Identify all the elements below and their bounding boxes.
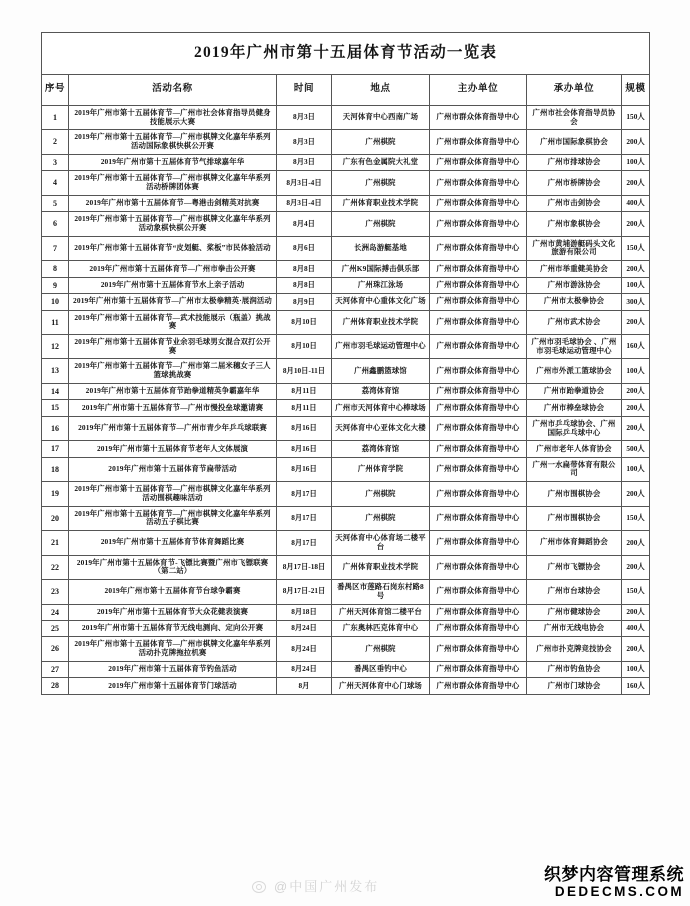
cell-host-unit: 广州市群众体育指导中心: [430, 359, 527, 383]
cell-host-unit: 广州市群众体育指导中心: [430, 335, 527, 359]
cell-host-unit: 广州市群众体育指导中心: [430, 106, 527, 130]
cell-organizer-unit: 广州市黄埔游艇码头文化旅游有限公司: [527, 236, 622, 260]
cell-time: 8月17日-21日: [277, 580, 332, 604]
cell-host-unit: 广州市群众体育指导中心: [430, 555, 527, 579]
cell-host-unit: 广州市群众体育指导中心: [430, 130, 527, 154]
cell-place: 广州棋院: [332, 212, 430, 236]
cell-activity-name: 2019年广州市第十五届体育节—粤港击剑精英对抗赛: [69, 195, 277, 211]
cell-activity-name: 2019年广州市第十五届体育节业余羽毛球男女混合双打公开赛: [69, 335, 277, 359]
cell-place: 长洲岛游艇基地: [332, 236, 430, 260]
cell-index: 3: [42, 154, 69, 170]
cell-activity-name: 2019年广州市第十五届体育节水上亲子活动: [69, 277, 277, 293]
cell-index: 18: [42, 457, 69, 481]
cell-organizer-unit: 广州市扑克牌竞技协会: [527, 637, 622, 661]
cell-time: 8月10日: [277, 310, 332, 334]
cell-organizer-unit: 广州市击剑协会: [527, 195, 622, 211]
cell-index: 1: [42, 106, 69, 130]
column-header-scale: 规模: [622, 75, 650, 106]
cell-organizer-unit: 广州市围棋协会: [527, 506, 622, 530]
table-row: [42, 416, 650, 440]
cell-scale: 200人: [622, 130, 650, 154]
table-row: [42, 441, 650, 457]
cell-time: 8月16日: [277, 457, 332, 481]
cell-time: 8月17日: [277, 506, 332, 530]
cell-index: 15: [42, 400, 69, 416]
table-row: [42, 212, 650, 236]
cell-time: 8月4日: [277, 212, 332, 236]
cell-place: 广州棋院: [332, 130, 430, 154]
cell-activity-name: 2019年广州市第十五届体育节—广州市棋牌文化嘉年华系列活动围棋趣味活动: [69, 482, 277, 506]
cell-place: 天河体育中心重体文化广场: [332, 294, 430, 310]
cell-organizer-unit: 广州一水扁带体育有限公司: [527, 457, 622, 481]
cell-place: 广州棋院: [332, 171, 430, 195]
table-row: [42, 506, 650, 530]
cell-host-unit: 广州市群众体育指导中心: [430, 637, 527, 661]
cell-place: 广东有色金属院大礼堂: [332, 154, 430, 170]
cell-place: 荔湾体育馆: [332, 441, 430, 457]
cell-activity-name: 2019年广州市第十五届体育节大众花健表演赛: [69, 604, 277, 620]
cell-organizer-unit: 广州市桥牌协会: [527, 171, 622, 195]
cell-scale: 100人: [622, 359, 650, 383]
cell-scale: 200人: [622, 400, 650, 416]
cell-index: 11: [42, 310, 69, 334]
cell-place: 广州棋院: [332, 506, 430, 530]
cell-host-unit: 广州市群众体育指导中心: [430, 441, 527, 457]
cell-index: 23: [42, 580, 69, 604]
cell-place: 广州鑫鹏篮球馆: [332, 359, 430, 383]
cell-scale: 200人: [622, 212, 650, 236]
cell-activity-name: 2019年广州市第十五届体育节-飞镖比赛暨广州市飞镖联赛（第二站）: [69, 555, 277, 579]
cell-index: 26: [42, 637, 69, 661]
table-row: [42, 359, 650, 383]
cell-organizer-unit: 广州市围棋协会: [527, 482, 622, 506]
cell-time: 8月3日: [277, 106, 332, 130]
cell-organizer-unit: 广州市国际象棋协会: [527, 130, 622, 154]
cell-activity-name: 2019年广州市第十五届体育节—广州市棋牌文化嘉年华系列活动国际象棋快棋公开赛: [69, 130, 277, 154]
cell-activity-name: 2019年广州市第十五届体育节扁带活动: [69, 457, 277, 481]
cell-organizer-unit: 广州市太极拳协会: [527, 294, 622, 310]
cell-place: 广州棋院: [332, 482, 430, 506]
cell-host-unit: 广州市群众体育指导中心: [430, 400, 527, 416]
cell-time: 8月6日: [277, 236, 332, 260]
cell-index: 7: [42, 236, 69, 260]
cell-activity-name: 2019年广州市第十五届体育节—武术技能展示（瓶盖）挑战赛: [69, 310, 277, 334]
cell-scale: 100人: [622, 457, 650, 481]
cell-place: 广州天河体育中心门球场: [332, 678, 430, 694]
cell-scale: 100人: [622, 277, 650, 293]
cell-index: 12: [42, 335, 69, 359]
cell-index: 25: [42, 620, 69, 636]
cell-activity-name: 2019年广州市第十五届体育节—广州市棋牌文化嘉年华系列活动扑克牌拖拉机赛: [69, 637, 277, 661]
table-header-row: [42, 75, 650, 106]
cell-scale: 160人: [622, 335, 650, 359]
cell-host-unit: 广州市群众体育指导中心: [430, 236, 527, 260]
cell-index: 10: [42, 294, 69, 310]
table-row: [42, 620, 650, 636]
cell-scale: 150人: [622, 106, 650, 130]
cell-scale: 400人: [622, 195, 650, 211]
cell-activity-name: 2019年广州市第十五届体育节钓鱼活动: [69, 661, 277, 677]
cell-host-unit: 广州市群众体育指导中心: [430, 620, 527, 636]
cell-time: 8月16日: [277, 441, 332, 457]
cell-time: 8月10日: [277, 335, 332, 359]
cell-activity-name: 2019年广州市第十五届体育节无线电测向、定向公开赛: [69, 620, 277, 636]
cell-activity-name: 2019年广州市第十五届体育节—广州市拳击公开赛: [69, 261, 277, 277]
cell-time: 8月11日: [277, 400, 332, 416]
cell-place: 广州K9国际搏击俱乐部: [332, 261, 430, 277]
cell-activity-name: 2019年广州市第十五届体育节—广州市太极拳精英·展润活动: [69, 294, 277, 310]
cell-time: 8月24日: [277, 661, 332, 677]
table-row: [42, 310, 650, 334]
cell-time: 8月11日: [277, 383, 332, 399]
weibo-logo-icon: [252, 879, 269, 893]
cell-host-unit: 广州市群众体育指导中心: [430, 580, 527, 604]
cell-activity-name: 2019年广州市第十五届体育节—广州市第二届米穗女子三人篮球挑战赛: [69, 359, 277, 383]
table-row: [42, 195, 650, 211]
cell-index: 24: [42, 604, 69, 620]
cell-time: 8月8日: [277, 261, 332, 277]
cell-activity-name: 2019年广州市第十五届体育节—广州市棋牌文化嘉年华系列活动桥牌团体赛: [69, 171, 277, 195]
table-row: [42, 531, 650, 555]
cell-place: 番禺区垂钓中心: [332, 661, 430, 677]
cell-host-unit: 广州市群众体育指导中心: [430, 171, 527, 195]
dedecms-cn-label: 织梦内容管理系统: [544, 864, 684, 884]
cell-scale: 200人: [622, 383, 650, 399]
cell-scale: 200人: [622, 555, 650, 579]
cell-activity-name: 2019年广州市第十五届体育节—广州市青少年乒乓球联赛: [69, 416, 277, 440]
cell-organizer-unit: 广州市跆拳道协会: [527, 383, 622, 399]
cell-place: 番禺区市莲路石岗东村路8号: [332, 580, 430, 604]
table-row: [42, 482, 650, 506]
cell-host-unit: 广州市群众体育指导中心: [430, 661, 527, 677]
cell-index: 20: [42, 506, 69, 530]
cell-organizer-unit: 广州市举重健美协会: [527, 261, 622, 277]
cell-host-unit: 广州市群众体育指导中心: [430, 482, 527, 506]
table-row: [42, 261, 650, 277]
cell-activity-name: 2019年广州市第十五届体育节老年人文体展演: [69, 441, 277, 457]
cell-index: 6: [42, 212, 69, 236]
table-row: [42, 383, 650, 399]
cell-activity-name: 2019年广州市第十五届体育节台球争霸赛: [69, 580, 277, 604]
table-body: [42, 33, 650, 695]
cell-scale: 400人: [622, 620, 650, 636]
cell-scale: 160人: [622, 678, 650, 694]
dedecms-en-label: DEDECMS.COM: [554, 884, 684, 900]
cell-time: 8月10日-11日: [277, 359, 332, 383]
cell-organizer-unit: 广州市老年人体育协会: [527, 441, 622, 457]
table-row: [42, 637, 650, 661]
cell-scale: 200人: [622, 171, 650, 195]
cell-activity-name: 2019年广州市第十五届体育节—广州市社会体育指导员健身技能展示大赛: [69, 106, 277, 130]
cell-place: 广州棋院: [332, 637, 430, 661]
cell-host-unit: 广州市群众体育指导中心: [430, 261, 527, 277]
cell-index: 2: [42, 130, 69, 154]
cell-organizer-unit: 广州市飞镖协会: [527, 555, 622, 579]
dedecms-watermark: [544, 866, 684, 900]
cell-activity-name: 2019年广州市第十五届体育节气排球嘉年华: [69, 154, 277, 170]
cell-organizer-unit: 广州市健球协会: [527, 604, 622, 620]
cell-time: 8月18日: [277, 604, 332, 620]
cell-index: 22: [42, 555, 69, 579]
cell-time: 8月: [277, 678, 332, 694]
cell-organizer-unit: 广州市乒乓球协会、广州国际乒乓球中心: [527, 416, 622, 440]
table-row: [42, 335, 650, 359]
cell-organizer-unit: 广州市羽毛球协会 、广州市羽毛球运动管理中心: [527, 335, 622, 359]
cell-index: 5: [42, 195, 69, 211]
cell-scale: 150人: [622, 236, 650, 260]
cell-host-unit: 广州市群众体育指导中心: [430, 383, 527, 399]
cell-place: 广州体育职业技术学院: [332, 555, 430, 579]
cell-index: 27: [42, 661, 69, 677]
cell-scale: 200人: [622, 416, 650, 440]
cell-time: 8月8日: [277, 277, 332, 293]
cell-organizer-unit: 广州市社会体育指导员协会: [527, 106, 622, 130]
cell-organizer-unit: 广州市武术协会: [527, 310, 622, 334]
cell-place: 广州珠江泳场: [332, 277, 430, 293]
column-header-host-unit: 主办单位: [430, 75, 527, 106]
column-header-organizer-unit: 承办单位: [527, 75, 622, 106]
cell-time: 8月17日: [277, 531, 332, 555]
cell-time: 8月24日: [277, 637, 332, 661]
column-header-index: 序号: [42, 75, 69, 106]
table-row: [42, 130, 650, 154]
cell-time: 8月3日: [277, 154, 332, 170]
cell-organizer-unit: 广州市无线电协会: [527, 620, 622, 636]
column-header-activity-name: 活动名称: [69, 75, 277, 106]
cell-time: 8月17日-18日: [277, 555, 332, 579]
table-row: [42, 400, 650, 416]
cell-scale: 300人: [622, 294, 650, 310]
cell-time: 8月24日: [277, 620, 332, 636]
cell-place: 广州体育学院: [332, 457, 430, 481]
cell-time: 8月17日: [277, 482, 332, 506]
cell-scale: 100人: [622, 661, 650, 677]
cell-place: 广州天河体育馆二楼平台: [332, 604, 430, 620]
cell-activity-name: 2019年广州市第十五届体育节—广州市慢投垒球邀请赛: [69, 400, 277, 416]
cell-scale: 200人: [622, 482, 650, 506]
cell-index: 17: [42, 441, 69, 457]
column-header-place: 地点: [332, 75, 430, 106]
table-row: [42, 277, 650, 293]
cell-activity-name: 2019年广州市第十五届体育节—广州市棋牌文化嘉年华系列活动五子棋比赛: [69, 506, 277, 530]
cell-place: 广东奥林匹克体育中心: [332, 620, 430, 636]
cell-host-unit: 广州市群众体育指导中心: [430, 294, 527, 310]
table-title-row: [42, 33, 650, 75]
table-row: [42, 604, 650, 620]
cell-activity-name: 2019年广州市第十五届体育节—广州市棋牌文化嘉年华系列活动象棋快棋公开赛: [69, 212, 277, 236]
cell-place: 天河体育中心西南广场: [332, 106, 430, 130]
cell-host-unit: 广州市群众体育指导中心: [430, 277, 527, 293]
cell-scale: 200人: [622, 531, 650, 555]
cell-index: 9: [42, 277, 69, 293]
cell-scale: 200人: [622, 604, 650, 620]
cell-index: 8: [42, 261, 69, 277]
cell-activity-name: 2019年广州市第十五届体育节体育舞蹈比赛: [69, 531, 277, 555]
cell-time: 8月3日-4日: [277, 195, 332, 211]
cell-index: 13: [42, 359, 69, 383]
cell-organizer-unit: 广州市棒垒球协会: [527, 400, 622, 416]
cell-time: 8月3日-4日: [277, 171, 332, 195]
table-row: [42, 236, 650, 260]
table-row: [42, 661, 650, 677]
cell-place: 天河体育中心亚体文化大楼: [332, 416, 430, 440]
cell-organizer-unit: 广州市排球协会: [527, 154, 622, 170]
table-row: [42, 294, 650, 310]
cell-host-unit: 广州市群众体育指导中心: [430, 195, 527, 211]
cell-place: 广州市天河体育中心棒球场: [332, 400, 430, 416]
cell-scale: 150人: [622, 580, 650, 604]
cell-scale: 200人: [622, 310, 650, 334]
cell-activity-name: 2019年广州市第十五届体育节“皮划艇、桨板”市民体验活动: [69, 236, 277, 260]
weibo-handle-label: @中国广州发布: [274, 879, 380, 894]
cell-index: 28: [42, 678, 69, 694]
cell-organizer-unit: 广州市外派工篮球协会: [527, 359, 622, 383]
table-row: [42, 555, 650, 579]
cell-organizer-unit: 广州市门球协会: [527, 678, 622, 694]
cell-place: 荔湾体育馆: [332, 383, 430, 399]
cell-index: 21: [42, 531, 69, 555]
table-row: [42, 457, 650, 481]
cell-host-unit: 广州市群众体育指导中心: [430, 154, 527, 170]
activity-schedule-table: [41, 32, 650, 695]
cell-host-unit: 广州市群众体育指导中心: [430, 310, 527, 334]
table-row: [42, 580, 650, 604]
cell-host-unit: 广州市群众体育指导中心: [430, 531, 527, 555]
cell-host-unit: 广州市群众体育指导中心: [430, 212, 527, 236]
cell-index: 19: [42, 482, 69, 506]
cell-host-unit: 广州市群众体育指导中心: [430, 678, 527, 694]
cell-organizer-unit: 广州市体育舞蹈协会: [527, 531, 622, 555]
cell-place: 广州体育职业技术学院: [332, 195, 430, 211]
cell-scale: 150人: [622, 506, 650, 530]
cell-organizer-unit: 广州市象棋协会: [527, 212, 622, 236]
cell-organizer-unit: 广州市游泳协会: [527, 277, 622, 293]
cell-activity-name: 2019年广州市第十五届体育节跆拳道精英争霸嘉年华: [69, 383, 277, 399]
cell-organizer-unit: 广州市台球协会: [527, 580, 622, 604]
table-row: [42, 154, 650, 170]
cell-time: 8月3日: [277, 130, 332, 154]
table-row: [42, 106, 650, 130]
cell-host-unit: 广州市群众体育指导中心: [430, 457, 527, 481]
activity-schedule-table-wrapper: [41, 32, 649, 695]
cell-index: 14: [42, 383, 69, 399]
cell-place: 广州市羽毛球运动管理中心: [332, 335, 430, 359]
cell-time: 8月16日: [277, 416, 332, 440]
weibo-watermark: [252, 876, 379, 895]
table-row: [42, 678, 650, 694]
cell-scale: 200人: [622, 261, 650, 277]
cell-host-unit: 广州市群众体育指导中心: [430, 506, 527, 530]
page-title: 2019年广州市第十五届体育节活动一览表: [42, 33, 650, 75]
cell-host-unit: 广州市群众体育指导中心: [430, 416, 527, 440]
cell-scale: 100人: [622, 154, 650, 170]
cell-scale: 200人: [622, 637, 650, 661]
column-header-time: 时间: [277, 75, 332, 106]
table-row: [42, 171, 650, 195]
cell-place: 广州体育职业技术学院: [332, 310, 430, 334]
cell-time: 8月9日: [277, 294, 332, 310]
cell-index: 4: [42, 171, 69, 195]
cell-host-unit: 广州市群众体育指导中心: [430, 604, 527, 620]
cell-activity-name: 2019年广州市第十五届体育节门球活动: [69, 678, 277, 694]
cell-organizer-unit: 广州市钓鱼协会: [527, 661, 622, 677]
cell-scale: 500人: [622, 441, 650, 457]
cell-index: 16: [42, 416, 69, 440]
cell-place: 天河体育中心体育场二楼平台: [332, 531, 430, 555]
